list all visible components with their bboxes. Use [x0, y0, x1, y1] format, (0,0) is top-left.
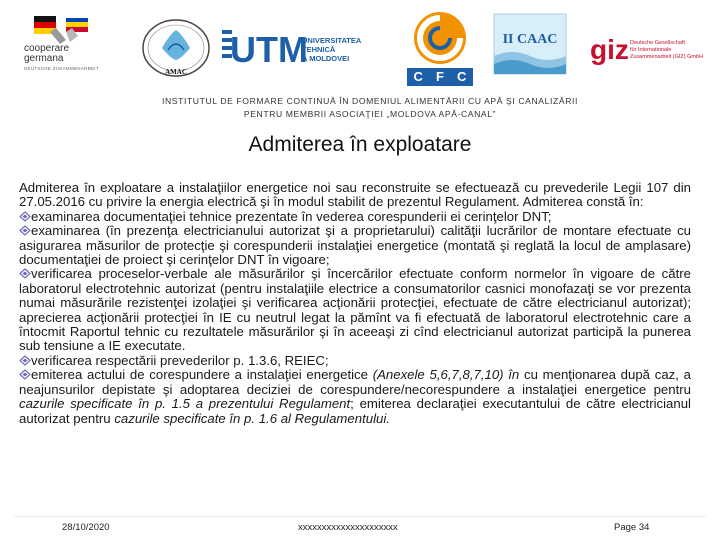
diamond-bullet-icon — [19, 355, 31, 366]
list-item-3 — [19, 267, 691, 353]
footer — [0, 520, 720, 540]
intro-paragraph: Admiterea în exploatare a instalaţiilor energetice noi sau reconstruite se efectuează cu prevederile Legii 107 din 27.05.2016 cu privire la energia electrică şi în modul stabilit de prezentul Regulament. Admiterea constă în: — [19, 180, 691, 210]
utm-line2: A MOLDOVEI — [302, 54, 350, 63]
giz-line2: für Internationale — [630, 47, 672, 53]
giz-line1: Deutsche Gesellschaft — [630, 40, 686, 46]
diamond-bullet-icon — [19, 268, 31, 279]
iicaac-label: II CAAC — [502, 32, 558, 47]
footer-page-number: Page 34 — [614, 522, 650, 533]
cfc-logo — [405, 8, 475, 88]
iicaac-logo — [492, 12, 568, 76]
institute-line-1: INSTITUTUL DE FORMARE CONTINUĂ ÎN DOMENIUL ALIMENTĂRII CU APĂ ŞI CANALIZĂRII — [162, 96, 578, 106]
germana-text: germana — [24, 53, 64, 64]
amac-logo — [140, 18, 212, 80]
list-item-5-text-a: emiterea actului de corespundere a instalaţiei energetice — [31, 367, 373, 383]
utm-logo — [222, 28, 392, 70]
giz-mark: giz — [590, 34, 629, 65]
list-item-1-text: examinarea documentaţiei tehnice prezentate în vederea corespunderii ei cerinţelor DNT; — [31, 208, 552, 224]
utm-line1: UNIVERSITATEA TEHNICĂ — [302, 36, 362, 54]
cooperare-germana-logo — [14, 14, 110, 80]
deutsche-zusammenarbeit-text: DEUTSCHE ZUSAMMENARBEIT — [24, 66, 99, 71]
list-item-1 — [19, 210, 691, 224]
cooperare-text: cooperare — [24, 43, 70, 54]
diamond-bullet-icon — [19, 369, 31, 380]
cfc-letter-c2: C — [457, 69, 467, 84]
footer-center-text: xxxxxxxxxxxxxxxxxxxxx — [298, 522, 398, 533]
utm-mark — [222, 28, 312, 68]
institute-line-2: PENTRU MEMBRII ASOCIAŢIEI „MOLDOVA APĂ-CANAL” — [243, 108, 497, 119]
utm-letters: UTM — [230, 29, 308, 68]
slide-body — [19, 181, 691, 426]
giz-line3: Zusammenarbeit (GIZ) GmbH — [630, 54, 704, 60]
list-item-3-text: verificarea proceselor-verbale ale măsurărilor şi încercărilor efectuate conform normelor în vigoare de către laboratorul electrotehnic autorizat (pentru instalaţiile electrice a consumatorilor casnici monofazaţi se vor prezenta numai măsurările rezistenţei izolaţiei şi verificarea acţionării protecţiei, efectuate de către electricianul autorizat); aprecierea acţionării protecţiei în IE cu neutrul legat la pămînt va fi efectuată de laboratorul electrotehnic care a întocmit Raportul tehnic cu rezultatele măsurărilor şi în aceeaşi zi cînd electricianul autorizat participă la punerea sub tensiune a IE executate. — [19, 266, 691, 354]
list-item-5-text-d: cazurile specificate în p. 1.5 a prezentului Regulament — [19, 396, 351, 412]
cfc-letter-f: F — [436, 69, 444, 84]
amac-label: AMAC — [165, 68, 187, 76]
slide-title: Admiterea în exploatare — [248, 133, 472, 156]
cfc-letter-c1: C — [413, 69, 423, 84]
footer-date: 28/10/2020 — [62, 522, 110, 533]
list-item-5-text-c: cu menţionarea după caz, a neajunsurilor depistate şi adoptarea deciziei de corespundere/necorespundere a instalaţiei energetice pentru — [19, 367, 691, 397]
list-item-4-text: verificarea respectării prevederilor p. 1.3.6, REIEC; — [31, 352, 329, 368]
footer-divider — [14, 516, 706, 517]
diamond-bullet-icon — [19, 225, 31, 236]
list-item-5 — [19, 368, 691, 426]
list-item-5-text-e: ; emiterea declaraţiei executantului de către electricianul autorizat pentru — [19, 396, 691, 426]
diamond-bullet-icon — [19, 211, 31, 222]
list-item-4 — [19, 354, 691, 368]
list-item-5-text-b: (Anexele 5,6,7,8,7,10) în — [372, 367, 520, 383]
list-item-2-text: examinarea (în prezenţa electricianului autorizat şi a proprietarului) calităţii lucrărilor de montare efectuate cu asigurarea măsurilor de protecţie şi corespunderii instalaţiei energetice (montată şi reglată la locul de amplasare) documentaţiei de proiect şi cerinţelor DNT în vigoare; — [19, 223, 691, 268]
logo-bar — [0, 0, 720, 92]
giz-logo — [590, 36, 710, 76]
list-item-5-text-f: cazurile specificate în p. 1.6 al Regulamentului. — [114, 410, 390, 426]
institute-heading — [150, 95, 590, 120]
list-item-2 — [19, 224, 691, 267]
